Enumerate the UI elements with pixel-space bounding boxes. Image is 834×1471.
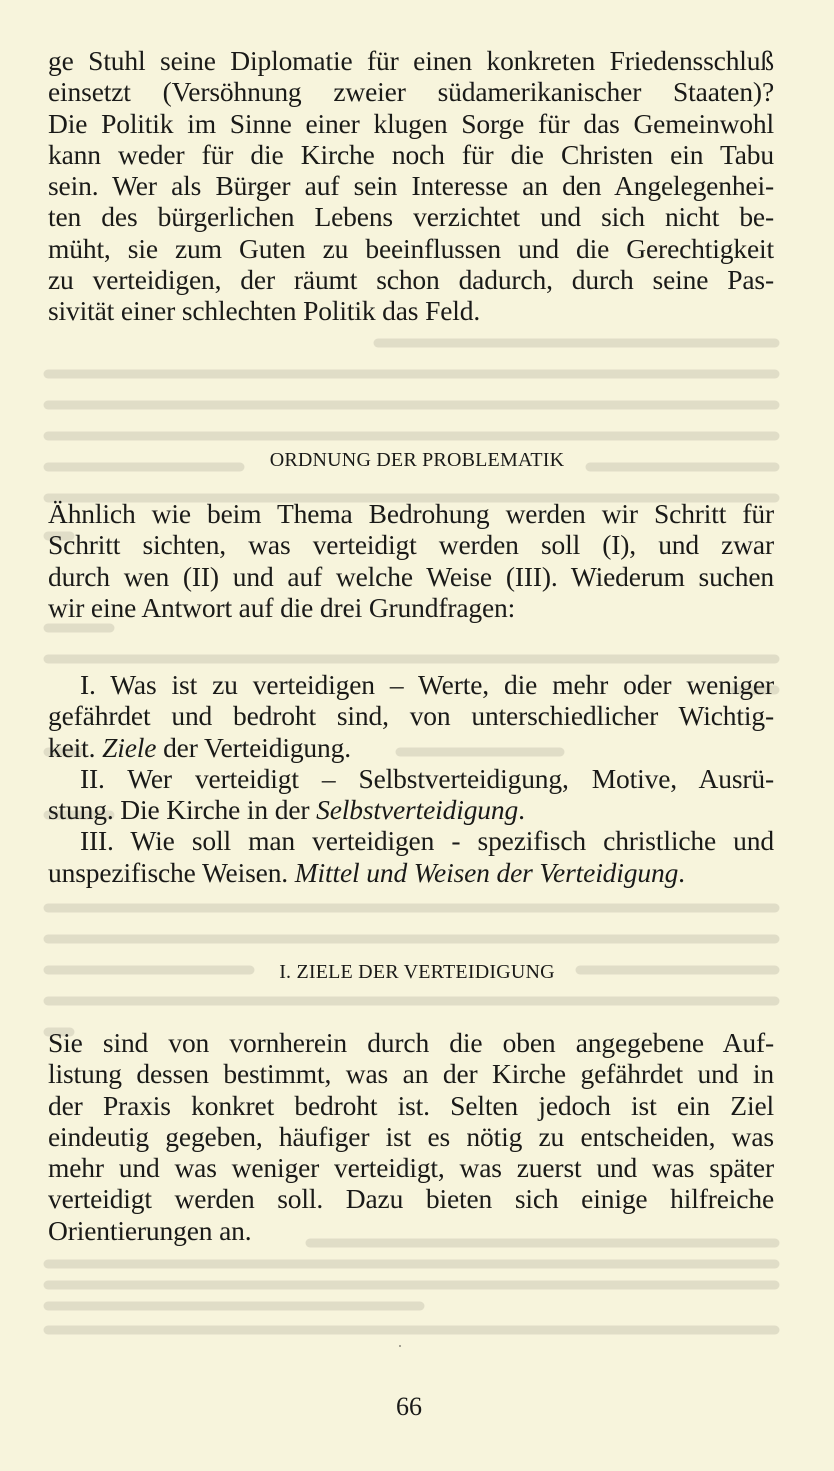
text-line: gefährdet und bedroht sind, von unterschiedlicher Wichtig- bbox=[48, 700, 774, 732]
italic-term: Selbstverteidigung bbox=[316, 794, 519, 826]
text-run: unspezifische Weisen. bbox=[48, 856, 295, 888]
text-line: Schritt sichten, was verteidigt werden soll (I), und zwar bbox=[48, 529, 774, 561]
text-line: einsetzt (Versöhnung zweier südamerikanischer Staaten)? bbox=[48, 76, 774, 108]
list-item-1 bbox=[48, 669, 774, 763]
text-line bbox=[48, 732, 774, 763]
text-line: verteidigt werden soll. Dazu bieten sich einige hilfreiche bbox=[48, 1183, 774, 1215]
list-item-2 bbox=[48, 763, 774, 826]
text-line: zu verteidigen, der räumt schon dadurch, durch seine Pas- bbox=[48, 264, 774, 296]
text-run: . bbox=[518, 794, 525, 826]
text-line: müht, sie zum Guten zu beeinflussen und die Gerechtigkeit bbox=[48, 232, 774, 264]
section-heading-problematik: ORDNUNG DER PROBLEMATIK bbox=[269, 449, 565, 471]
text-run: . bbox=[678, 856, 685, 888]
text-run: keit. bbox=[48, 731, 103, 763]
text-line bbox=[48, 794, 774, 825]
question-list bbox=[48, 669, 774, 888]
text-line: Sie sind von vornherein durch die oben angegebene Auf- bbox=[48, 1027, 774, 1058]
section-heading-ziele: I. ZIELE DER VERTEIDIGUNG bbox=[279, 961, 555, 983]
text-line: ge Stuhl seine Diplomatie für einen konkreten Friedensschluß bbox=[48, 45, 774, 76]
ink-speck bbox=[399, 1345, 401, 1347]
text-line: wir eine Antwort auf die drei Grundfragen: bbox=[48, 591, 516, 623]
page-number: 66 bbox=[396, 1392, 422, 1421]
text-line: sein. Wer als Bürger auf sein Interesse an den Angelegenhei- bbox=[48, 170, 774, 202]
text-line: eindeutig gegeben, häufiger ist es nötig zu entscheiden, was bbox=[48, 1120, 774, 1152]
text-run: der Verteidigung. bbox=[156, 731, 351, 763]
text-line: listung dessen bestimmt, was an der Kirche gefährdet und in bbox=[48, 1058, 774, 1090]
text-line: Die Politik im Sinne einer klugen Sorge für das Gemeinwohl bbox=[48, 107, 774, 139]
text-line: III. Wie soll man verteidigen - spezifisch christliche und bbox=[80, 825, 774, 857]
text-line: sivität einer schlechten Politik das Feld. bbox=[48, 295, 481, 327]
text-line: Orientierungen an. bbox=[48, 1214, 252, 1246]
intro-paragraph bbox=[48, 498, 774, 623]
text-line: kann weder für die Kirche noch für die Christen ein Tabu bbox=[48, 138, 774, 170]
text-line: ten des bürgerlichen Lebens verzichtet und sich nicht be- bbox=[48, 201, 774, 233]
text-run: stung. Die Kirche in der bbox=[48, 794, 317, 826]
opening-paragraph bbox=[48, 45, 774, 327]
text-line: der Praxis konkret bedroht ist. Selten jedoch ist ein Ziel bbox=[48, 1089, 774, 1121]
italic-term: Mittel und Weisen der Verteidigung bbox=[294, 856, 679, 888]
text-line: Ähnlich wie beim Thema Bedrohung werden wir Schritt für bbox=[48, 498, 774, 529]
text-line: mehr und was weniger verteidigt, was zuerst und was später bbox=[48, 1152, 774, 1184]
text-line: durch wen (II) und auf welche Weise (III). Wiederum suchen bbox=[48, 560, 774, 592]
text-line: II. Wer verteidigt – Selbstverteidigung, Motive, Ausrü- bbox=[80, 762, 774, 794]
ziele-paragraph bbox=[48, 1027, 774, 1246]
text-line: I. Was ist zu verteidigen – Werte, die mehr oder weniger bbox=[80, 669, 774, 700]
list-item-3 bbox=[48, 825, 774, 888]
italic-term: Ziele bbox=[102, 731, 157, 763]
text-line bbox=[48, 857, 774, 888]
